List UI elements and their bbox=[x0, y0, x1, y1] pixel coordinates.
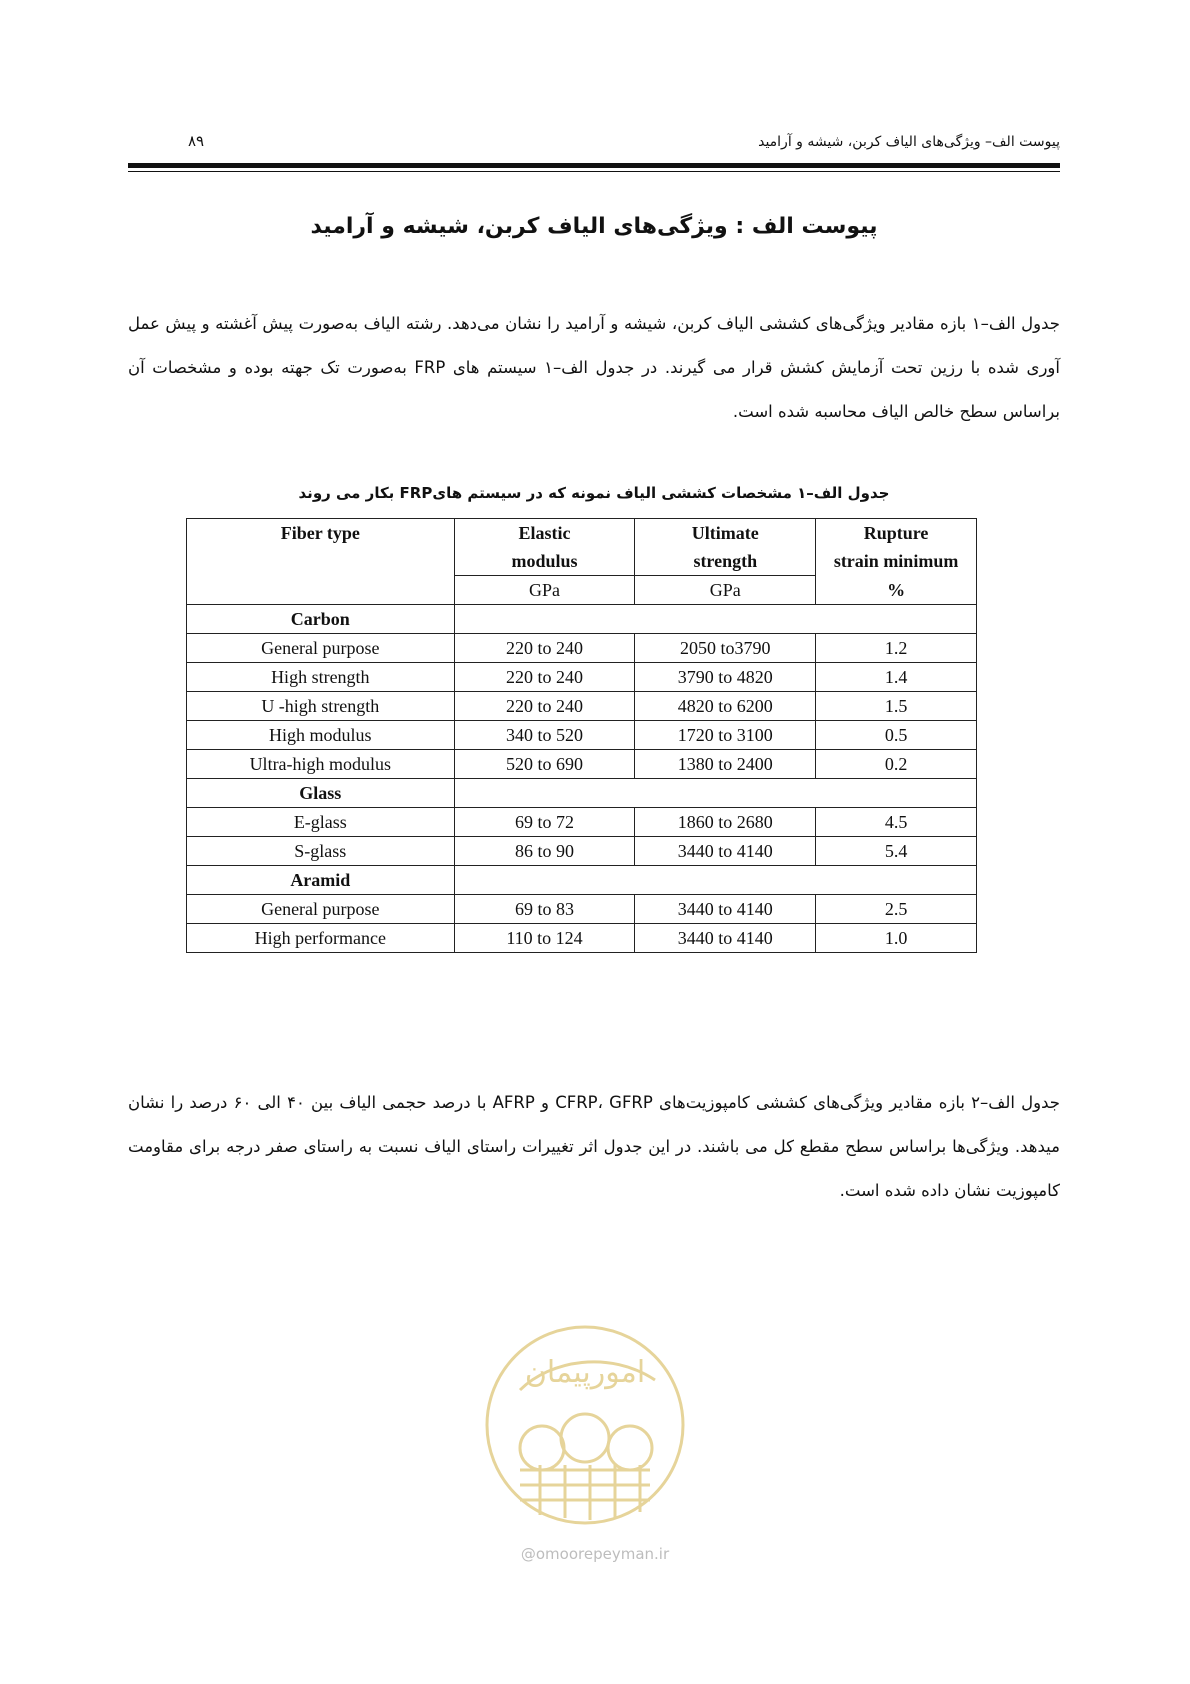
header-rule-thin bbox=[128, 171, 1060, 172]
elastic-modulus-cell: 69 to 83 bbox=[454, 895, 635, 924]
page-header bbox=[128, 126, 1060, 156]
category-row bbox=[187, 605, 977, 634]
table-row bbox=[187, 895, 977, 924]
table-row bbox=[187, 721, 977, 750]
ultimate-strength-cell: 1860 to 2680 bbox=[635, 808, 816, 837]
fiber-type-cell: General purpose bbox=[187, 895, 455, 924]
rupture-strain-cell: 1.0 bbox=[816, 924, 977, 953]
rupture-strain-cell: 0.2 bbox=[816, 750, 977, 779]
unit-elastic: GPa bbox=[454, 576, 635, 605]
intro-paragraph: جدول الف–۱ بازه مقادیر ویژگی‌های کششی الیاف کربن، شیشه و آرامید را نشان می‌دهد. رشته الیاف به‌صورت پیش آغشته و پیش عمل آوری شده با رزین تحت آزمایش کشش قرار می گیرند. در جدول الف–۱ سیستم های FRP به‌صورت تک جهته بوده و مشخصات آن براساس سطح خالص الیاف محاسبه شده است. bbox=[128, 314, 1060, 421]
rupture-strain-cell: 1.4 bbox=[816, 663, 977, 692]
running-title: پیوست الف– ویژگی‌های الیاف کربن، شیشه و آرامید bbox=[758, 134, 1060, 150]
fiber-type-cell: High performance bbox=[187, 924, 455, 953]
ultimate-strength-cell: 4820 to 6200 bbox=[635, 692, 816, 721]
second-paragraph: جدول الف–۲ بازه مقادیر ویژگی‌های کششی کامپوزیت‌های CFRP، GFRP و AFRP با درصد حجمی الیاف بین ۴۰ الی ۶۰ درصد را نشان میدهد. ویژگی‌ها براساس سطح مقطع کل می باشند. در این جدول اثر تغییرات راستای الیاف نسبت به راستای صفر درجه برای مقاومت کامپوزیت نشان داده شده است. bbox=[128, 1093, 1060, 1200]
header-ultimate-1: Ultimate bbox=[635, 519, 816, 548]
category-empty-cell bbox=[454, 605, 976, 634]
fiber-type-cell: General purpose bbox=[187, 634, 455, 663]
elastic-modulus-cell: 110 to 124 bbox=[454, 924, 635, 953]
category-empty-cell bbox=[454, 779, 976, 808]
unit-ultimate: GPa bbox=[635, 576, 816, 605]
watermark-logo bbox=[480, 1320, 690, 1530]
fiber-type-cell: S-glass bbox=[187, 837, 455, 866]
table-row bbox=[187, 837, 977, 866]
ultimate-strength-cell: 1380 to 2400 bbox=[635, 750, 816, 779]
category-label: Aramid bbox=[187, 866, 455, 895]
ultimate-strength-cell: 3440 to 4140 bbox=[635, 924, 816, 953]
at-sign-icon: @ bbox=[520, 1545, 536, 1563]
appendix-title: پیوست الف : ویژگی‌های الیاف کربن، شیشه و آرامید bbox=[310, 214, 878, 239]
category-row bbox=[187, 866, 977, 895]
header-rule-thick bbox=[128, 163, 1060, 168]
page-number: ۸۹ bbox=[188, 132, 205, 150]
ultimate-strength-cell: 3790 to 4820 bbox=[635, 663, 816, 692]
category-row bbox=[187, 779, 977, 808]
fiber-type-cell: E-glass bbox=[187, 808, 455, 837]
elastic-modulus-cell: 69 to 72 bbox=[454, 808, 635, 837]
table-row bbox=[187, 924, 977, 953]
watermark-site-text: omoorepeyman.ir bbox=[535, 1545, 670, 1563]
watermark-site bbox=[490, 1545, 700, 1563]
elastic-modulus-cell: 340 to 520 bbox=[454, 721, 635, 750]
elastic-modulus-cell: 520 to 690 bbox=[454, 750, 635, 779]
rupture-strain-cell: 2.5 bbox=[816, 895, 977, 924]
rupture-strain-cell: 5.4 bbox=[816, 837, 977, 866]
table-row bbox=[187, 808, 977, 837]
ultimate-strength-cell: 1720 to 3100 bbox=[635, 721, 816, 750]
category-label: Glass bbox=[187, 779, 455, 808]
header-rupture-2: strain minimum bbox=[816, 547, 977, 576]
ultimate-strength-cell: 2050 to3790 bbox=[635, 634, 816, 663]
table-header-row bbox=[187, 519, 977, 548]
header-rupture-1: Rupture bbox=[816, 519, 977, 548]
fiber-type-cell: U -high strength bbox=[187, 692, 455, 721]
table-row bbox=[187, 692, 977, 721]
fiber-type-cell: High modulus bbox=[187, 721, 455, 750]
elastic-modulus-cell: 220 to 240 bbox=[454, 663, 635, 692]
header-elastic-2: modulus bbox=[454, 547, 635, 576]
rupture-strain-cell: 1.5 bbox=[816, 692, 977, 721]
header-elastic-1: Elastic bbox=[454, 519, 635, 548]
header-fiber-type: Fiber type bbox=[187, 519, 455, 605]
rupture-strain-cell: 4.5 bbox=[816, 808, 977, 837]
table-caption: جدول الف–۱ مشخصات کششی الیاف نمونه که در سیستم هایFRP بکار می روند bbox=[298, 484, 890, 502]
table-row bbox=[187, 750, 977, 779]
elastic-modulus-cell: 220 to 240 bbox=[454, 634, 635, 663]
header-ultimate-2: strength bbox=[635, 547, 816, 576]
watermark-logo-text: امورپیمان bbox=[524, 1355, 646, 1390]
category-label: Carbon bbox=[187, 605, 455, 634]
ultimate-strength-cell: 3440 to 4140 bbox=[635, 895, 816, 924]
fiber-type-cell: High strength bbox=[187, 663, 455, 692]
table-row bbox=[187, 634, 977, 663]
rupture-strain-cell: 1.2 bbox=[816, 634, 977, 663]
fiber-properties-table bbox=[186, 518, 977, 953]
category-empty-cell bbox=[454, 866, 976, 895]
fiber-type-cell: Ultra-high modulus bbox=[187, 750, 455, 779]
rupture-strain-cell: 0.5 bbox=[816, 721, 977, 750]
ultimate-strength-cell: 3440 to 4140 bbox=[635, 837, 816, 866]
unit-rupture: % bbox=[816, 576, 977, 605]
table-row bbox=[187, 663, 977, 692]
elastic-modulus-cell: 220 to 240 bbox=[454, 692, 635, 721]
elastic-modulus-cell: 86 to 90 bbox=[454, 837, 635, 866]
